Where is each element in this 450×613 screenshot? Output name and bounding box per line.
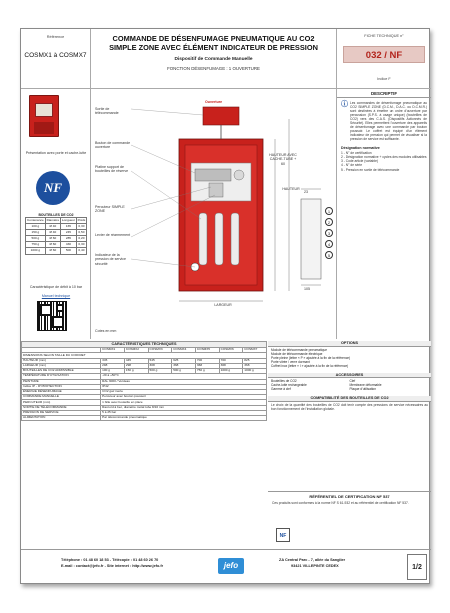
description-body bbox=[341, 101, 427, 142]
subtitle: Dispositif de Commande Manuelle bbox=[174, 56, 253, 62]
fiche-label: FICHE TECHNIQUE n° bbox=[364, 34, 404, 38]
title-block bbox=[91, 29, 337, 89]
option-item: Porte pleine (lettre « P » ajoutée à la fin de la référence) bbox=[271, 355, 351, 360]
indice: Indice F bbox=[377, 77, 391, 81]
table-cell: CO2 gaz inerte bbox=[101, 389, 267, 394]
table-header-cell: Longueur bbox=[61, 217, 75, 222]
function-label: FONCTION DÉSENFUMAGE : 1 OUVERTURE bbox=[167, 65, 260, 71]
table-cell: LARGEUR (mm) bbox=[22, 363, 101, 368]
table-cell: Ø 60 bbox=[45, 242, 60, 248]
table-cell: 625 bbox=[172, 358, 196, 363]
table-cell: IP42 bbox=[101, 384, 267, 389]
table-cell: 245 bbox=[61, 230, 77, 236]
table-cell: 298 bbox=[124, 363, 148, 368]
reference-label: Référence bbox=[46, 35, 65, 39]
table-header-cell: Diamètre bbox=[46, 217, 60, 222]
nf-logo: NF bbox=[36, 171, 70, 205]
co2-bottles-table bbox=[25, 213, 87, 255]
table-cell: SORTIE DE TÉLÉCOMMANDE bbox=[22, 405, 101, 410]
table-cell: 1000 g bbox=[219, 369, 243, 374]
designation-list bbox=[341, 151, 427, 172]
reference-block bbox=[21, 29, 91, 89]
table-cell: TEMPÉRATURE D'UTILISATION bbox=[22, 374, 101, 379]
fiche-block bbox=[337, 29, 431, 89]
table-cell: 825 bbox=[243, 358, 267, 363]
designation-title: Désignation normative bbox=[341, 145, 380, 150]
table-cell: 750 g bbox=[195, 369, 219, 374]
bubble-list bbox=[325, 207, 333, 259]
opening-label: Ouverture bbox=[205, 100, 223, 104]
table-cell: 1000 g bbox=[243, 369, 267, 374]
table-cell: ÉNERGIE DÉSENFUMAGE bbox=[22, 389, 101, 394]
spec-title: CARACTÉRISTIQUES TECHNIQUES bbox=[22, 342, 267, 348]
callout-open-button: Bouton de commande ouverture bbox=[95, 141, 131, 150]
cabinet-drawing bbox=[91, 89, 337, 339]
table-cell: 500 bbox=[61, 248, 77, 254]
footer bbox=[21, 549, 431, 585]
option-item: Module de télécommande électrique bbox=[271, 351, 323, 356]
options-panel bbox=[268, 341, 431, 491]
nf-small-logo: NF bbox=[276, 528, 290, 542]
option-item: Coffret inox (lettre « I » ajoutée à la fin de la référence) bbox=[271, 363, 349, 368]
cabinet-photo bbox=[29, 95, 59, 137]
table-cell: 368 bbox=[195, 363, 219, 368]
accessories-list bbox=[268, 378, 431, 392]
table-cell: Ø 60 bbox=[45, 248, 60, 254]
table-header-cell: COSMX5 bbox=[195, 348, 219, 353]
table-cell: Ø 40 bbox=[45, 224, 60, 230]
table-cell: PEINTURE bbox=[22, 379, 101, 384]
designation-item: 5 - Pression en sortie de télécommande bbox=[341, 167, 400, 172]
accessory-item: Plaque d'utilisation bbox=[349, 387, 376, 392]
table-row bbox=[26, 248, 87, 254]
table-cell: 0,40 bbox=[76, 248, 86, 254]
height-with-cover-label: HAUTEUR AVEC CACHE-TUBE + 60 bbox=[269, 153, 297, 166]
table-cell: 500 g bbox=[26, 236, 46, 242]
info-icon: ⓘ bbox=[341, 100, 348, 108]
title-line-1: COMMANDE DE DÉSENFUMAGE PNEUMATIQUE AU CO2 bbox=[112, 34, 315, 43]
callout-rearm-lever: Levier de réarmement bbox=[95, 233, 131, 237]
bubble-3: 3 bbox=[325, 229, 333, 237]
fiche-number: 032 / NF bbox=[343, 46, 425, 63]
co2-table-title: BOUTEILLES DE CO2 bbox=[38, 213, 74, 217]
table-cell: 0,20 bbox=[76, 236, 86, 242]
callout-remote-output: Sortie de télécommande bbox=[95, 107, 119, 116]
table-cell: 0,50 bbox=[76, 230, 86, 236]
table-cell: 308 bbox=[148, 363, 172, 368]
specifications-table bbox=[21, 341, 267, 421]
table-cell: 445 bbox=[124, 358, 148, 363]
photo-caption: Présentation avec porte et cache-lutte bbox=[25, 151, 87, 155]
table-cell: 368 bbox=[243, 363, 267, 368]
table-cell: Par télécommande pneumatique bbox=[101, 416, 267, 421]
jefo-logo: jefo bbox=[218, 558, 244, 574]
accessories-title: ACCESSOIRES bbox=[268, 373, 431, 379]
designation-item: 3 - Code article (variable) bbox=[341, 159, 379, 164]
table-cell: 5 à 25 bar bbox=[101, 410, 267, 415]
accessory-item: Gamme à clef bbox=[271, 387, 291, 392]
callout-pressure-indicator: Indicateur de la pression de service sécurité bbox=[95, 253, 126, 266]
bottles-note: Caractéristique de débit à 10 bar bbox=[29, 285, 83, 289]
table-cell: 500 g bbox=[172, 369, 196, 374]
table-cell: 700 bbox=[195, 358, 219, 363]
table-cell: 345 bbox=[101, 358, 125, 363]
table-cell: 298 bbox=[101, 363, 125, 368]
footer-phone: Téléphone : 01 48 60 18 53 - Télécopie : 01 48 60 26 70 bbox=[61, 558, 159, 562]
compatibility-text: Le choix de la quantité des bouteilles de CO2 doit tenir compte des pressions de service nécessaires au bon fonctionnement de l'installation globale. bbox=[271, 403, 428, 412]
bubble-2: 2 bbox=[325, 218, 333, 226]
options-list bbox=[268, 347, 431, 369]
table-cell: 545 bbox=[148, 358, 172, 363]
table-cell: PERCUTEUR (mm) bbox=[22, 400, 101, 405]
cabinet-diagram bbox=[91, 89, 337, 339]
table-cell: DIMENSIONS SELON TAILLE DU COFFRET bbox=[22, 353, 267, 358]
table-cell: Ø 40 bbox=[45, 230, 60, 236]
table-cell: 285 bbox=[61, 236, 77, 242]
table-cell: -20 à +50°C bbox=[101, 374, 267, 379]
table-cell: PRESSION DE SERVICE bbox=[22, 410, 101, 415]
table-cell: 1000 g bbox=[26, 248, 46, 254]
side-dimension-a: 23 bbox=[304, 190, 308, 194]
compatibility-title: COMPATIBILITÉ DES BOUTEILLES DE CO2 bbox=[268, 396, 431, 402]
table-header-cell: COSMX2 bbox=[124, 348, 148, 353]
option-item: Porte vitrée / verre dormant bbox=[271, 359, 310, 364]
table-cell: 430 bbox=[61, 242, 77, 248]
table-cell: 368 bbox=[219, 363, 243, 368]
table-cell: Indice IP - IP PROTECTION bbox=[22, 384, 101, 389]
accessory-item: Membrane déformable bbox=[349, 383, 382, 388]
certification-title: RÉFÉRENTIEL DE CERTIFICATION NF 537 bbox=[309, 494, 390, 499]
dimensions-note: Cotes en mm bbox=[95, 329, 117, 333]
table-header-cell: Poids bbox=[77, 217, 86, 222]
footer-address-1: ZA Central Parc - 7, allée du Sanglier bbox=[279, 558, 346, 562]
accessory-item: Bouteilles de CO2 bbox=[271, 379, 297, 384]
table-header-cell: COSMX1 bbox=[101, 348, 125, 353]
table-cell: ALIMENTATION bbox=[22, 416, 101, 421]
accessory-item: Clef bbox=[349, 379, 356, 384]
height-label: HAUTEUR bbox=[282, 187, 300, 191]
table-cell: BOUTEILLES DE CO2 ADMISSIBLE bbox=[22, 369, 101, 374]
width-label: LARGEUR bbox=[214, 303, 232, 307]
options-title: OPTIONS bbox=[268, 341, 431, 347]
table-cell: 500 g bbox=[148, 369, 172, 374]
designation-item: 4 - N° de série bbox=[341, 163, 363, 168]
table-cell: 750 g bbox=[26, 242, 46, 248]
table-header-cell: Contenance bbox=[27, 217, 44, 222]
reference-value: COSMX1 à COSMX7 bbox=[24, 51, 87, 59]
footer-address-2: 93421 VILLEPINTE CEDEX bbox=[291, 564, 339, 568]
table-cell: 0,30 bbox=[76, 224, 86, 230]
table-cell: 100 g bbox=[26, 224, 46, 230]
table-cell: 368 bbox=[172, 363, 196, 368]
table-row bbox=[22, 416, 267, 421]
description-title: DESCRIPTIF bbox=[337, 91, 431, 98]
qr-code-icon[interactable] bbox=[37, 301, 67, 331]
designation-item: 1 - N° de certification bbox=[341, 151, 372, 156]
accessory-item: Cache-lutte rechargeable bbox=[271, 383, 307, 388]
page-number: 1/2 bbox=[407, 554, 427, 580]
table-header-cell: COSMX6 bbox=[219, 348, 243, 353]
table-header-cell: COSMX4 bbox=[172, 348, 196, 353]
left-column bbox=[21, 89, 91, 339]
side-dimension-b: 105 bbox=[304, 287, 310, 291]
table-header-cell: COSMX7 bbox=[243, 348, 267, 353]
bubble-1: 1 bbox=[325, 207, 333, 215]
right-column bbox=[337, 89, 431, 339]
callout-support-plate: Platine support de bouteilles de réserve bbox=[95, 165, 129, 174]
callout-striker: Percuteur SIMPLE ZONE bbox=[95, 205, 125, 214]
footer-email[interactable]: E-mail : contact@jefo.fr - Site internet : http://www.jefo.fr bbox=[61, 564, 164, 568]
table-cell: 165 bbox=[61, 224, 77, 230]
table-cell: COMMANDE MANUELLE bbox=[22, 395, 101, 400]
option-item: Module de télécommande pneumatique bbox=[271, 347, 327, 352]
title-line-2: SIMPLE ZONE AVEC ÉLÉMENT INDICATEUR DE PRESSION bbox=[109, 42, 318, 52]
table-cell: HAUTEUR (mm) bbox=[22, 358, 101, 363]
certification-text: Ces produits sont conformes à la norme NF S 61-932 et au référentiel de certification NF 537. bbox=[272, 501, 409, 505]
table-cell: 100 g bbox=[101, 369, 125, 374]
table-cell: Ø 60 bbox=[45, 236, 60, 242]
manual-link[interactable]: Manuel technique bbox=[41, 294, 71, 298]
certification-block bbox=[268, 491, 431, 549]
table-cell: RAL 3000 / Verdeau bbox=[101, 379, 267, 384]
table-cell: Percuteur avec bouton poussoir bbox=[101, 395, 267, 400]
description-text: Les commandes de désenfumage pneumatique au CO2 SIMPLE ZONE (D.C.M., D.A.C. ou D.C.M.R.) sont destinées à émettre un ordre d'ouverture par percussion (S.P.S. à usage unique) (bouteilles de CO2) vers des C.A.S. (Dispositifs Actionnés de Sécurité). Elles permettent l'ouverture des appareils de désenfumage avec une commande par bouton poussoir. Le coffret est équipé d'un élément indicateur de pression qui permet de visualiser si la pression de service est suffisante. bbox=[350, 100, 427, 142]
table-cell: Raccord à bec, diamètre métal tube 8/10 mm bbox=[101, 405, 267, 410]
table-cell: 150 g bbox=[124, 369, 148, 374]
table-cell: 0,30 bbox=[76, 242, 86, 248]
bubble-4: 4 bbox=[325, 240, 333, 248]
table-cell: 1 bille avec bouteille en place bbox=[101, 400, 267, 405]
table-cell: 150 g bbox=[26, 230, 46, 236]
technical-sheet bbox=[20, 28, 430, 584]
table-cell: 700 bbox=[219, 358, 243, 363]
designation-item: 2 - Désignation normative + cycles des modules utilisables bbox=[341, 155, 427, 160]
table-header-cell: COSMX3 bbox=[148, 348, 172, 353]
bubble-5: 5 bbox=[325, 251, 333, 259]
